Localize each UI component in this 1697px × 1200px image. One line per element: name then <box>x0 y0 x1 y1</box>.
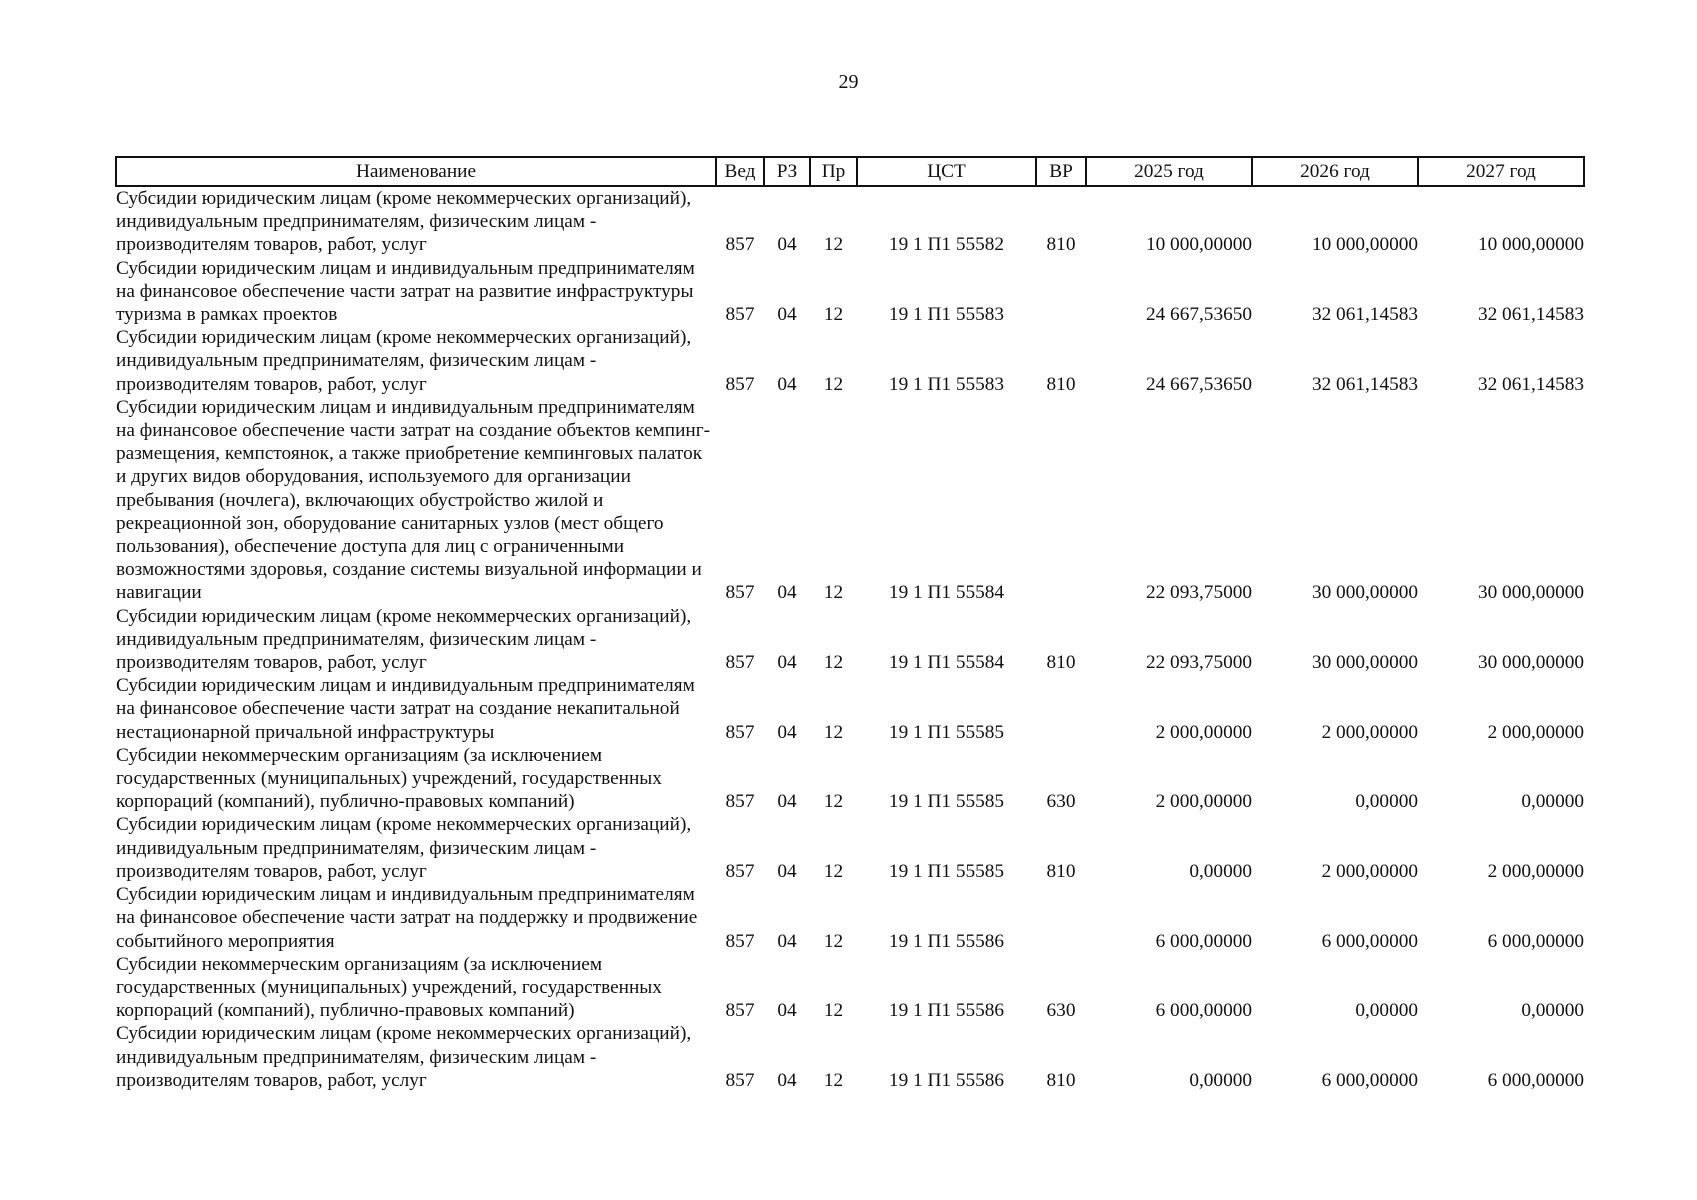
row-name: Субсидии юридическим лицам (кроме некоммерческих организаций), индивидуальным предпринимателям, физическим лицам - производителям товаров, работ, услуг <box>116 814 692 882</box>
table-body <box>116 186 1584 1092</box>
table-row <box>116 1022 1584 1092</box>
row-2026: 6 000,00000 <box>1321 930 1418 952</box>
header-rz: РЗ <box>764 157 810 186</box>
table-row <box>116 674 1584 744</box>
row-2027: 6 000,00000 <box>1487 1069 1584 1091</box>
table-row <box>116 186 1584 257</box>
row-ved: 857 <box>725 930 755 952</box>
row-pr: 12 <box>823 930 844 952</box>
table-row <box>116 813 1584 883</box>
row-pr: 12 <box>823 373 844 395</box>
row-2025: 2 000,00000 <box>1155 791 1252 813</box>
row-vr: 630 <box>1046 791 1076 813</box>
row-ved: 857 <box>725 234 755 256</box>
row-pr: 12 <box>823 304 844 326</box>
row-2027: 2 000,00000 <box>1487 721 1584 743</box>
row-vr <box>1036 257 1086 327</box>
row-pr: 12 <box>823 1000 844 1022</box>
table-row <box>116 257 1584 327</box>
row-vr: 630 <box>1046 1000 1076 1022</box>
row-2025: 6 000,00000 <box>1155 930 1252 952</box>
row-2027: 0,00000 <box>1521 1000 1584 1022</box>
row-2027: 6 000,00000 <box>1487 930 1584 952</box>
row-cst: 19 1 П1 55585 <box>888 860 1005 882</box>
table-row <box>116 953 1584 1023</box>
row-2025: 0,00000 <box>1189 1069 1252 1091</box>
row-cst: 19 1 П1 55586 <box>888 1069 1005 1091</box>
row-2025: 22 093,75000 <box>1145 582 1252 604</box>
table-row <box>116 326 1584 396</box>
row-ved: 857 <box>725 791 755 813</box>
table-row <box>116 744 1584 814</box>
row-2027: 30 000,00000 <box>1477 652 1584 674</box>
row-cst: 19 1 П1 55586 <box>888 930 1005 952</box>
row-name: Субсидии юридическим лицам (кроме некоммерческих организаций), индивидуальным предпринимателям, физическим лицам - производителям товаров, работ, услуг <box>116 327 692 395</box>
row-name: Субсидии юридическим лицам (кроме некоммерческих организаций), индивидуальным предпринимателям, физическим лицам - производителям товаров, работ, услуг <box>116 188 692 256</box>
header-vr: ВР <box>1036 157 1086 186</box>
row-cst: 19 1 П1 55583 <box>888 304 1005 326</box>
row-rz: 04 <box>777 860 797 882</box>
row-vr: 810 <box>1046 860 1076 882</box>
header-name: Наименование <box>116 157 716 186</box>
row-pr: 12 <box>823 721 844 743</box>
row-cst: 19 1 П1 55586 <box>888 1000 1005 1022</box>
row-2025: 24 667,53650 <box>1145 304 1252 326</box>
row-cst: 19 1 П1 55585 <box>888 721 1005 743</box>
row-vr: 810 <box>1046 652 1076 674</box>
row-2026: 2 000,00000 <box>1321 860 1418 882</box>
row-cst: 19 1 П1 55585 <box>888 791 1005 813</box>
header-2026: 2026 год <box>1252 157 1418 186</box>
header-2025: 2025 год <box>1086 157 1252 186</box>
table-header <box>116 157 1584 186</box>
row-2025: 10 000,00000 <box>1145 234 1252 256</box>
row-2025: 0,00000 <box>1189 860 1252 882</box>
row-ved: 857 <box>725 373 755 395</box>
row-pr: 12 <box>823 791 844 813</box>
header-pr: Пр <box>810 157 857 186</box>
row-2027: 10 000,00000 <box>1477 234 1584 256</box>
row-name: Субсидии юридическим лицам (кроме некоммерческих организаций), индивидуальным предпринимателям, физическим лицам - производителям товаров, работ, услуг <box>116 605 692 674</box>
row-ved: 857 <box>725 721 755 743</box>
budget-table <box>115 156 1585 1092</box>
row-cst: 19 1 П1 55582 <box>888 234 1005 256</box>
row-2026: 0,00000 <box>1355 791 1418 813</box>
row-2027: 32 061,14583 <box>1477 373 1584 395</box>
row-vr: 810 <box>1046 1069 1076 1091</box>
row-ved: 857 <box>725 1000 755 1022</box>
header-ved: Вед <box>716 157 764 186</box>
row-rz: 04 <box>777 652 797 674</box>
row-2025: 2 000,00000 <box>1155 721 1252 743</box>
row-rz: 04 <box>777 930 797 952</box>
row-name: Субсидии юридическим лицам и индивидуальным предпринимателям на финансовое обеспечение части затрат на создание объектов кемпинг-размещения, кемпстоянок, а также приобретение кемпинговых палаток и других видов оборудования, используемого для организации пребывания (ночлега), включающих обустройство жилой и рекреационной зон, оборудование санитарных узлов (мест общего пользования), обеспечение доступа для лиц с ограниченными возможностями здоровья, создание системы визуальной информации и навигации <box>116 396 711 604</box>
row-rz: 04 <box>777 721 797 743</box>
row-vr: 810 <box>1046 234 1076 256</box>
header-cst: ЦСТ <box>857 157 1036 186</box>
row-2025: 6 000,00000 <box>1155 1000 1252 1022</box>
row-rz: 04 <box>777 1000 797 1022</box>
row-2026: 10 000,00000 <box>1311 234 1418 256</box>
page-number: 29 <box>838 71 859 93</box>
table-row <box>116 883 1584 953</box>
row-2027: 2 000,00000 <box>1487 860 1584 882</box>
row-ved: 857 <box>725 860 755 882</box>
row-rz: 04 <box>777 582 797 604</box>
row-name: Субсидии юридическим лицам и индивидуальным предпринимателям на финансовое обеспечение части затрат на создание некапитальной нестационарной причальной инфраструктуры <box>116 675 695 743</box>
row-2026: 6 000,00000 <box>1321 1069 1418 1091</box>
header-2027: 2027 год <box>1418 157 1584 186</box>
row-cst: 19 1 П1 55583 <box>888 373 1005 395</box>
row-pr: 12 <box>823 582 844 604</box>
row-name: Субсидии некоммерческим организациям (за исключением государственных (муниципальных) учреждений, государственных корпораций (компаний), публично-правовых компаний) <box>116 953 662 1022</box>
row-rz: 04 <box>777 234 797 256</box>
row-2027: 32 061,14583 <box>1477 304 1584 326</box>
row-name: Субсидии юридическим лицам и индивидуальным предпринимателям на финансовое обеспечение части затрат на поддержку и продвижение событийного мероприятия <box>116 884 698 952</box>
row-pr: 12 <box>823 652 844 674</box>
row-rz: 04 <box>777 304 797 326</box>
row-ved: 857 <box>725 582 755 604</box>
row-name: Субсидии юридическим лицам (кроме некоммерческих организаций), индивидуальным предпринимателям, физическим лицам - производителям товаров, работ, услуг <box>116 1023 692 1091</box>
row-vr <box>1036 674 1086 744</box>
row-pr: 12 <box>823 1069 844 1091</box>
table-row <box>116 605 1584 675</box>
row-rz: 04 <box>777 373 797 395</box>
row-name: Субсидии некоммерческим организациям (за исключением государственных (муниципальных) учреждений, государственных корпораций (компаний), публично-правовых компаний) <box>116 744 662 813</box>
row-ved: 857 <box>725 304 755 326</box>
row-2026: 32 061,14583 <box>1311 373 1418 395</box>
row-2027: 30 000,00000 <box>1477 582 1584 604</box>
row-rz: 04 <box>777 1069 797 1091</box>
row-vr <box>1036 883 1086 953</box>
row-pr: 12 <box>823 860 844 882</box>
row-2025: 24 667,53650 <box>1145 373 1252 395</box>
row-cst: 19 1 П1 55584 <box>888 582 1005 604</box>
row-2025: 22 093,75000 <box>1145 652 1252 674</box>
row-name: Субсидии юридическим лицам и индивидуальным предпринимателям на финансовое обеспечение части затрат на развитие инфраструктуры туризма в рамках проектов <box>116 257 695 326</box>
row-rz: 04 <box>777 791 797 813</box>
row-2026: 30 000,00000 <box>1311 652 1418 674</box>
table-row <box>116 396 1584 605</box>
row-ved: 857 <box>725 1069 755 1091</box>
row-2026: 30 000,00000 <box>1311 582 1418 604</box>
row-ved: 857 <box>725 652 755 674</box>
row-2026: 2 000,00000 <box>1321 721 1418 743</box>
row-vr <box>1036 396 1086 605</box>
row-cst: 19 1 П1 55584 <box>888 652 1005 674</box>
row-2027: 0,00000 <box>1521 791 1584 813</box>
row-2026: 32 061,14583 <box>1311 304 1418 326</box>
header-row <box>116 157 1584 186</box>
row-pr: 12 <box>823 234 844 256</box>
row-vr: 810 <box>1046 373 1076 395</box>
row-2026: 0,00000 <box>1355 1000 1418 1022</box>
